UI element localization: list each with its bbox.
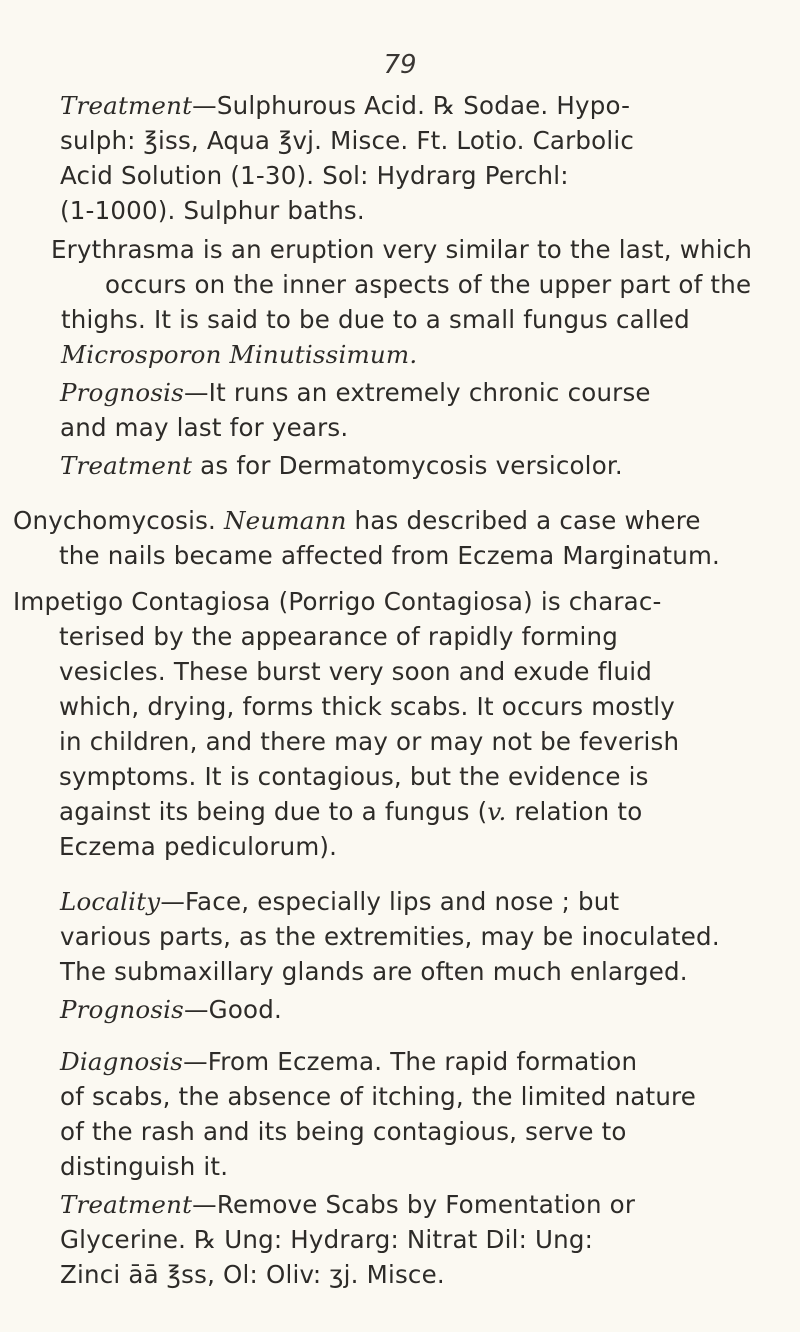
text-line: sulph: ℥iss, Aqua ℥vj. Misce. Ft. Lotio. Carbolic bbox=[60, 126, 635, 155]
paragraph-treatment-versicolor bbox=[60, 448, 760, 483]
italic-heading: Treatment bbox=[60, 1190, 193, 1219]
text-line bbox=[60, 448, 760, 483]
paragraph-prognosis-impetigo bbox=[60, 992, 760, 1027]
line-text: as for Dermatomycosis versicolor. bbox=[192, 451, 623, 480]
text-line: (1-1000). Sulphur baths. bbox=[60, 196, 365, 225]
text-line: which, drying, forms thick scabs. It occurs mostly bbox=[59, 692, 675, 721]
text-line: thighs. It is said to be due to a small fungus called bbox=[61, 305, 690, 334]
italic-heading: Prognosis bbox=[60, 995, 184, 1024]
page-number: 79 bbox=[383, 50, 417, 80]
italic-heading: Diagnosis bbox=[60, 1047, 184, 1076]
text-line: symptoms. It is contagious, but the evidence is bbox=[59, 762, 649, 791]
paragraph-locality bbox=[60, 884, 760, 989]
paragraph-impetigo bbox=[13, 584, 713, 864]
text-line bbox=[60, 1044, 760, 1079]
text-line: The submaxillary glands are often much enlarged. bbox=[60, 957, 688, 986]
line-text: relation to bbox=[506, 797, 643, 826]
text-line bbox=[60, 884, 760, 919]
line-text: —From Eczema. The rapid formation bbox=[183, 1047, 638, 1076]
line-text: —It runs an extremely chronic course bbox=[183, 378, 651, 407]
text-line: Zinci āā ℥ss, Ol: Oliv: ʒj. Misce. bbox=[60, 1260, 445, 1289]
text-line bbox=[60, 1187, 760, 1222]
text-line: Glycerine. ℞ Ung: Hydrarg: Nitrat Dil: Ung: bbox=[60, 1225, 594, 1254]
italic-term: Microsporon Minutissimum. bbox=[61, 340, 418, 369]
text-line bbox=[13, 794, 713, 829]
italic-heading: Prognosis bbox=[60, 378, 184, 407]
text-line bbox=[60, 88, 760, 123]
line-text: Onychomycosis. bbox=[13, 506, 225, 535]
italic-heading: Treatment bbox=[60, 91, 193, 120]
line-text: has described a case where bbox=[346, 506, 701, 535]
text-line: various parts, as the extremities, may be inoculated. bbox=[60, 922, 720, 951]
paragraph-treatment-impetigo bbox=[60, 1187, 760, 1292]
text-line: Eczema pediculorum). bbox=[59, 832, 338, 861]
line-text: —Face, especially lips and nose ; but bbox=[160, 887, 620, 916]
text-line: of scabs, the absence of itching, the limited nature bbox=[60, 1082, 697, 1111]
text-line: and may last for years. bbox=[60, 413, 349, 442]
text-line: Erythrasma is an eruption very similar to the last, which bbox=[51, 235, 753, 264]
text-line: of the rash and its being contagious, serve to bbox=[60, 1117, 627, 1146]
text-line: in children, and there may or may not be feverish bbox=[59, 727, 680, 756]
paragraph-prognosis-erythrasma bbox=[60, 375, 760, 445]
italic-heading: Locality bbox=[60, 887, 161, 916]
text-line: terised by the appearance of rapidly forming bbox=[59, 622, 619, 651]
italic-heading: Treatment bbox=[60, 451, 193, 480]
italic-abbrev: v. bbox=[487, 797, 507, 826]
line-text: against its being due to a fungus ( bbox=[59, 797, 488, 826]
italic-author: Neumann bbox=[224, 506, 347, 535]
line-text: —Good. bbox=[183, 995, 282, 1024]
text-line bbox=[60, 992, 760, 1027]
text-line: distinguish it. bbox=[60, 1152, 229, 1181]
text-line: vesicles. These burst very soon and exude fluid bbox=[59, 657, 653, 686]
paragraph-diagnosis bbox=[60, 1044, 760, 1184]
line-text: —Sulphurous Acid. ℞ Sodae. Hypo- bbox=[192, 91, 631, 120]
text-line: Impetigo Contagiosa (Porrigo Contagiosa) is charac- bbox=[13, 587, 662, 616]
text-line: occurs on the inner aspects of the upper part of the bbox=[105, 270, 752, 299]
text-line: the nails became affected from Eczema Marginatum. bbox=[59, 541, 720, 570]
text-line: Acid Solution (1-30). Sol: Hydrarg Perchl: bbox=[60, 161, 569, 190]
text-line bbox=[60, 375, 760, 410]
paragraph-treatment-sulphurous bbox=[60, 88, 760, 228]
paragraph-onychomycosis bbox=[13, 503, 720, 573]
text-line bbox=[13, 503, 713, 538]
paragraph-erythrasma bbox=[51, 232, 800, 372]
line-text: —Remove Scabs by Fomentation or bbox=[192, 1190, 636, 1219]
